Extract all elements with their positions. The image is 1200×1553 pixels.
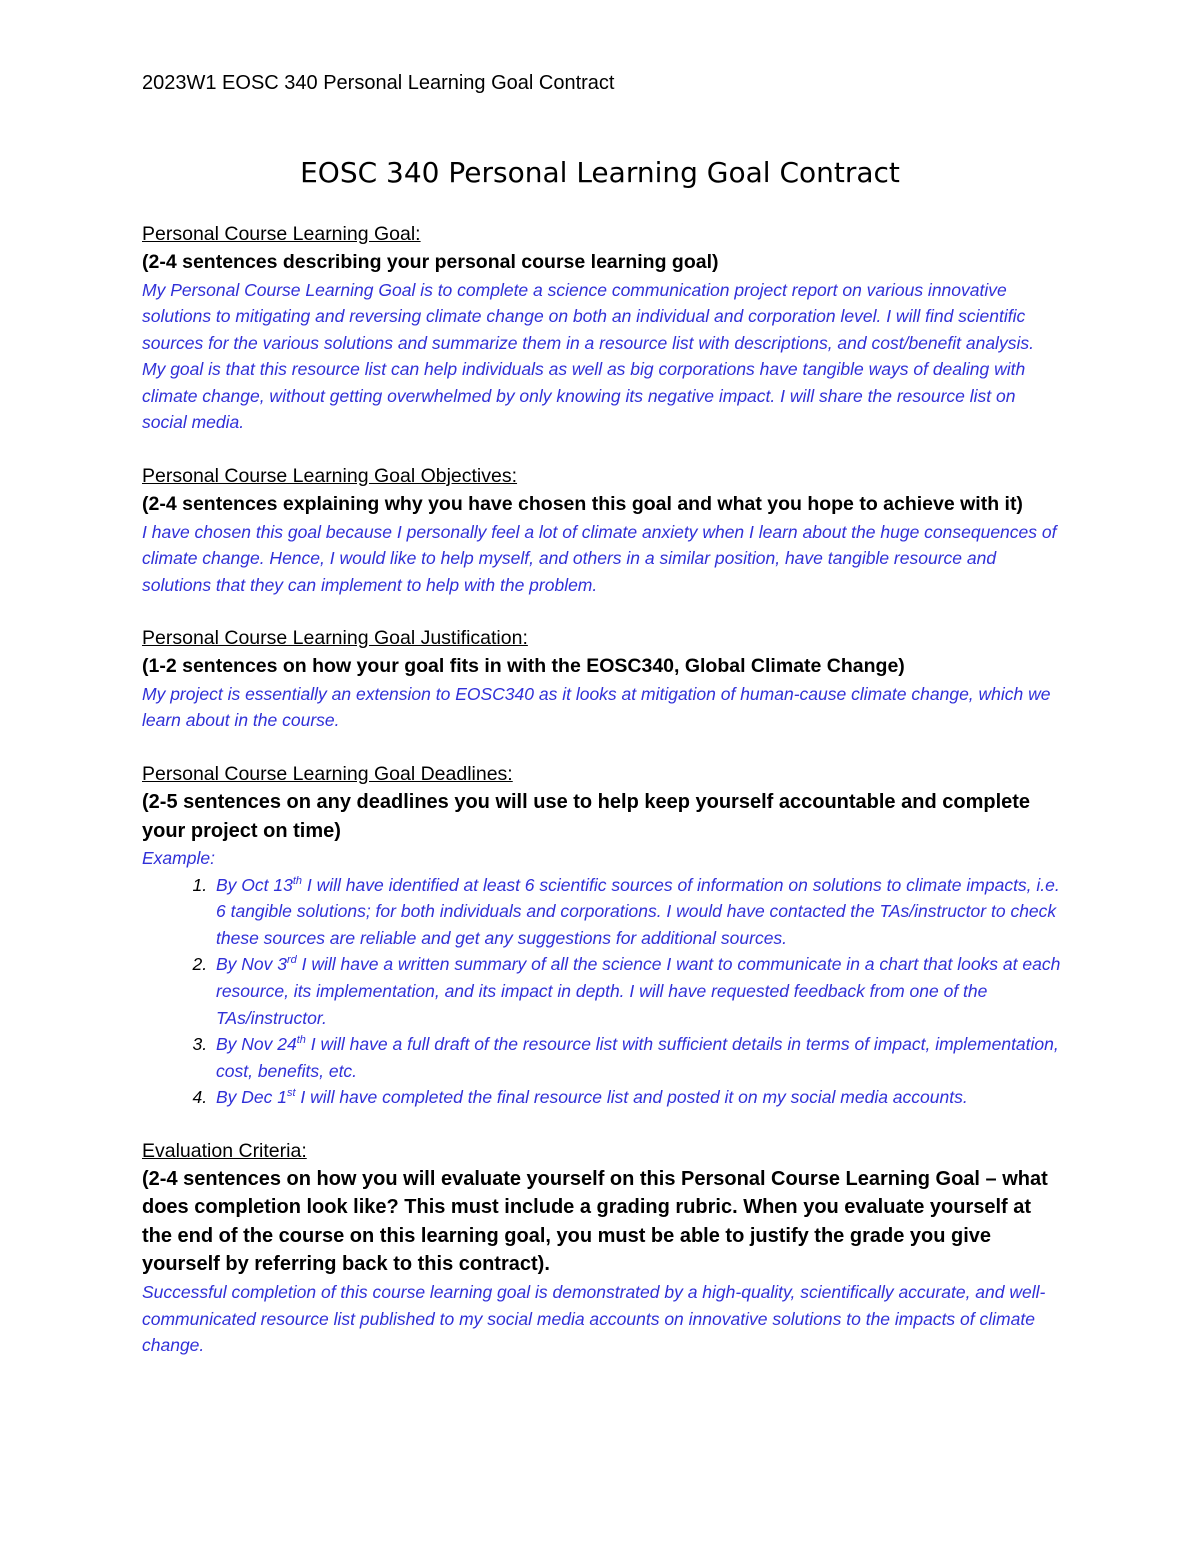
evaluation-instruction: (2-4 sentences on how you will evaluate yourself on this Personal Course Learning Goal – what does completion look like? This must include a grading rubric. When you evaluate yourself at the end of the course on this learning goal, you must be able to justify the grade you give yourself by referring back to this contract).: [142, 1167, 1048, 1276]
deadline-date-suffix: st: [287, 1087, 296, 1100]
deadline-date: By Oct 13: [216, 874, 293, 895]
justification-section: [142, 624, 1062, 734]
goal-section: [142, 220, 1062, 436]
deadline-date: By Nov 24: [216, 1034, 297, 1055]
deadline-date-suffix: th: [292, 874, 303, 887]
justification-heading: Personal Course Learning Goal Justification:: [142, 627, 528, 650]
deadline-text: I will have a full draft of the resource list with sufficient details in terms of impact, implementation, cost, benefits, etc.: [216, 1034, 1059, 1081]
goal-heading: Personal Course Learning Goal:: [142, 223, 421, 245]
document-title: EOSC 340 Personal Learning Goal Contract: [300, 156, 900, 189]
deadline-text: I will have identified at least 6 scientific sources of information on solutions to climate impacts, i.e. 6 tangible solutions; for both individuals and corporations. I would have contacted the TAs/instructor to check these sources are reliable and get any suggestions for additional sources.: [216, 874, 1060, 948]
deadline-item: [212, 951, 1062, 1031]
running-header: 2023W1 EOSC 340 Personal Learning Goal Contract: [142, 72, 615, 94]
evaluation-response: Successful completion of this course learning goal is demonstrated by a high-quality, scientifically accurate, and well-communicated resource list published to my social media accounts on innovative solutions to the impacts of climate change.: [142, 1281, 1046, 1356]
deadline-text: I will have completed the final resource list and posted it on my social media accounts.: [295, 1087, 968, 1108]
objectives-heading: Personal Course Learning Goal Objectives:: [142, 465, 518, 488]
deadline-item: [212, 1084, 1062, 1111]
deadlines-section: [142, 760, 1062, 1111]
objectives-instruction: (2-4 sentences explaining why you have chosen this goal and what you hope to achieve with it): [142, 493, 1023, 516]
deadline-text: I will have a written summary of all the science I want to communicate in a chart that looks at each resource, its implementation, and its impact in depth. I will have requested feedback from one of the TAs/instructor.: [216, 954, 1061, 1028]
deadline-item: [212, 872, 1062, 952]
document-body: [142, 220, 1062, 1385]
deadline-date-suffix: rd: [287, 954, 297, 967]
objectives-response: I have chosen this goal because I personally feel a lot of climate anxiety when I learn about the huge consequences of climate change. Hence, I would like to help myself, and others in a similar position, have tangible resource and solutions that they can implement to help with the problem.: [142, 521, 1057, 595]
goal-instruction: (2-4 sentences describing your personal course learning goal): [142, 251, 719, 273]
objectives-section: [142, 462, 1062, 598]
goal-response: My Personal Course Learning Goal is to complete a science communication project report on various innovative solutions to mitigating and reversing climate change on both an individual and corporation level. I will find scientific sources for the various solutions and summarize them in a resource list with descriptions, and cost/benefit analysis. My goal is that this resource list can help individuals as well as big corporations have tangible ways of dealing with climate change, without getting overwhelmed by only knowing its negative impact. I will share the resource list on social media.: [142, 279, 1034, 433]
deadlines-list: [142, 872, 1062, 1111]
justification-instruction: (1-2 sentences on how your goal fits in with the EOSC340, Global Climate Change): [142, 655, 905, 678]
deadline-date: By Nov 3: [216, 954, 287, 975]
deadline-date-suffix: th: [296, 1034, 306, 1047]
deadlines-instruction: (2-5 sentences on any deadlines you will use to help keep yourself accountable and complete your project on time): [142, 791, 1031, 842]
deadlines-heading: Personal Course Learning Goal Deadlines:: [142, 763, 513, 786]
example-label: Example:: [142, 848, 215, 869]
evaluation-heading: Evaluation Criteria:: [142, 1139, 307, 1162]
deadline-date: By Dec 1: [216, 1087, 287, 1108]
deadline-item: [212, 1031, 1062, 1084]
evaluation-section: [142, 1137, 1062, 1359]
justification-response: My project is essentially an extension to EOSC340 as it looks at mitigation of human-cause climate change, which we learn about in the course.: [142, 683, 1051, 731]
